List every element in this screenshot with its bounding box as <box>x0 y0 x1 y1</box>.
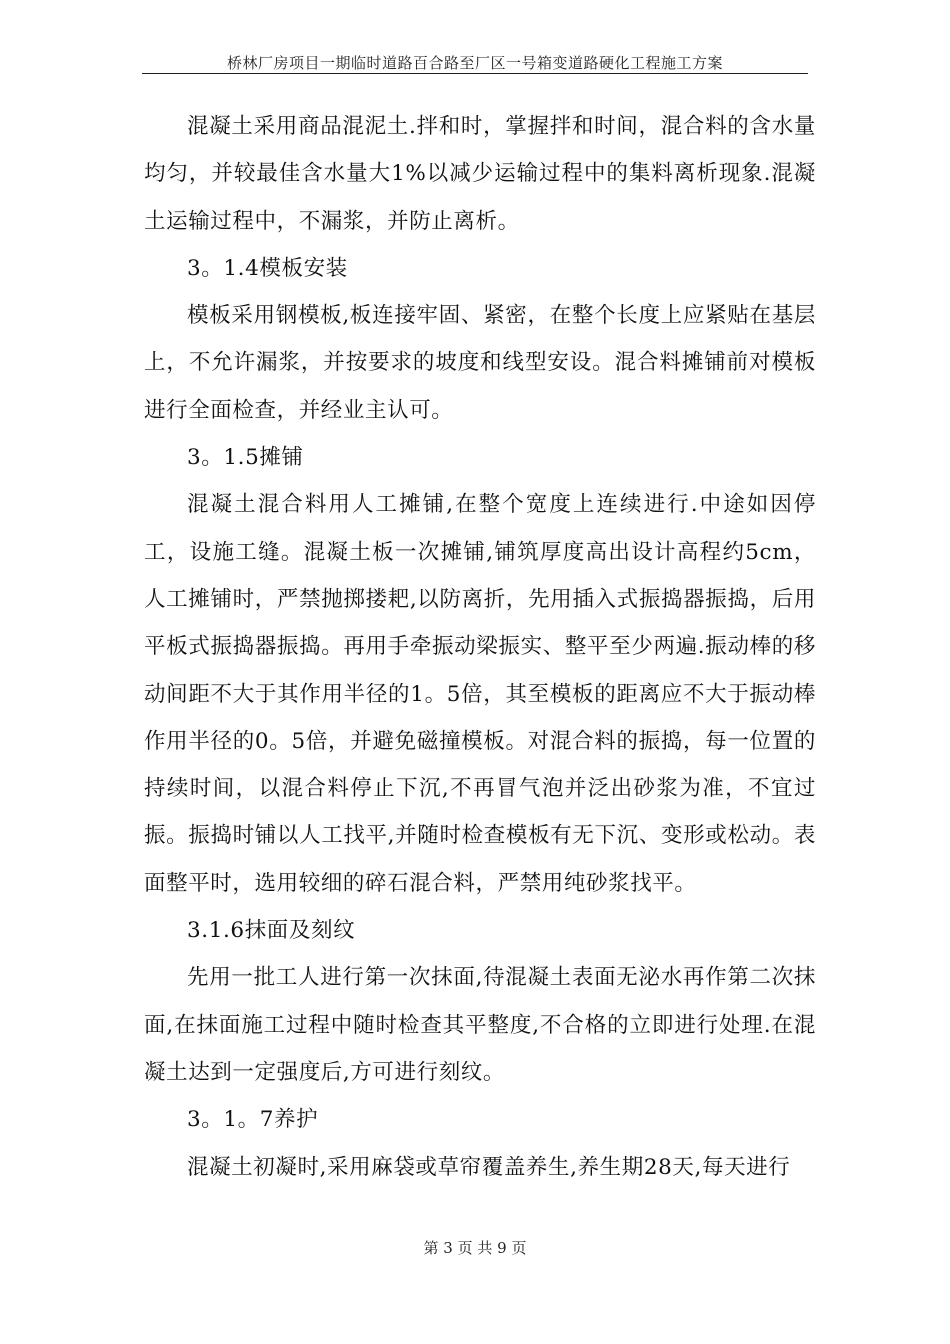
document-body <box>144 103 816 1191</box>
paragraph-paving: 混凝土混合料用人工摊铺,在整个宽度上连续进行.中途如因停工，设施工缝。混凝土板一次摊铺,铺筑厚度高出设计高程约5cm，人工摊铺时，严禁抛掷搂耙,以防离折，先用插入式振捣器振捣，后用平板式振捣器振捣。再用手牵振动梁振实、整平至少两遍.振动棒的移动间距不大于其作用半径的1。5倍，其至模板的距离应不大于振动棒作用半径的0。5倍，并避免磁撞模板。对混合料的振捣，每一位置的持续时间，以混合料停止下沉,不再冒气泡并泛出砂浆为准，不宜过振。振捣时铺以人工找平,并随时检查模板有无下沉、变形或松动。表面整平时，选用较细的碎石混合料，严禁用纯砂浆找平。 <box>144 492 816 896</box>
section-heading-finishing: 3.1.6抹面及刻纹 <box>187 918 356 944</box>
section-heading-curing: 3。1。7养护 <box>187 1107 319 1133</box>
paragraph-concrete-mixing: 混凝土采用商品混泥土.拌和时，掌握拌和时间，混合料的含水量均匀，并较最佳含水量大1%以减少运输过程中的集料离析现象.混凝土运输过程中，不漏浆，并防止离析。 <box>144 114 816 234</box>
page-number-footer: 第 3 页 共 9 页 <box>423 1239 527 1257</box>
paragraph-formwork: 模板采用钢模板,板连接牢固、紧密，在整个长度上应紧贴在基层上，不允许漏浆，并按要求的坡度和线型安设。混合料摊铺前对模板进行全面检查，并经业主认可。 <box>144 303 816 423</box>
section-heading-paving: 3。1.5摊铺 <box>187 445 304 471</box>
header-divider <box>142 73 808 74</box>
section-heading-formwork: 3。1.4模板安装 <box>187 255 348 281</box>
paragraph-finishing: 先用一批工人进行第一次抹面,待混凝土表面无泌水再作第二次抹面,在抹面施工过程中随时检查其平整度,不合格的立即进行处理.在混凝土达到一定强度后,方可进行刻纹。 <box>144 965 816 1085</box>
document-header: 桥林厂房项目一期临时道路百合路至厂区一号箱变道路硬化工程施工方案 <box>226 54 723 72</box>
paragraph-curing: 混凝土初凝时,采用麻袋或草帘覆盖养生,养生期28天,每天进行 <box>187 1154 791 1180</box>
